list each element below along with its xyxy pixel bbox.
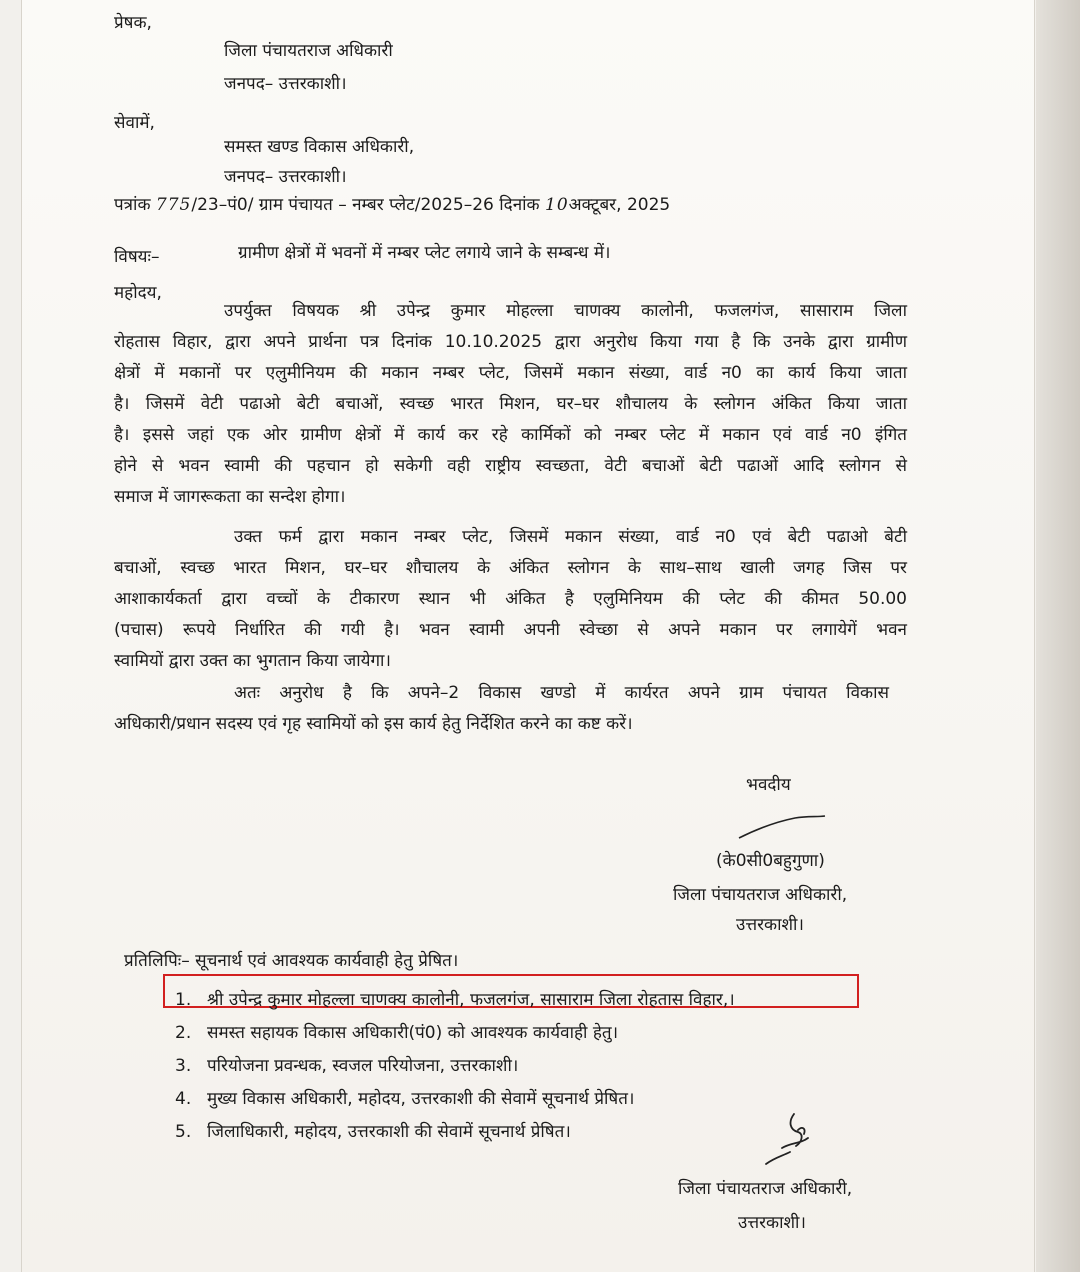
paragraph-line: उपर्युक्त विषयक श्री उपेन्द्र कुमार मोहल्ला चाणक्य कालोनी, फजलगंज, सासाराम जिला bbox=[224, 301, 907, 321]
list-item-text: मुख्य विकास अधिकारी, महोदय, उत्तरकाशी की सेवामें सूचनार्थ प्रेषित। bbox=[207, 1089, 635, 1109]
salutation: महोदय, bbox=[114, 283, 162, 303]
paragraph-line: होने से भवन स्वामी की पहचान हो सकेगी वही राष्ट्रीय स्वच्छता, वेटी बचाओं बेटी पढाओं आदि स्लोगन से bbox=[114, 456, 907, 476]
list-item bbox=[175, 1083, 735, 1116]
list-item bbox=[175, 984, 735, 1017]
page-edge-shadow bbox=[1036, 0, 1080, 1272]
list-item-text: परियोजना प्रवन्धक, स्वजल परियोजना, उत्तरकाशी। bbox=[207, 1056, 519, 1076]
closing-place: उत्तरकाशी। bbox=[736, 915, 804, 935]
list-item-text: श्री उपेन्द्र कुमार मोहल्ला चाणक्य कालोनी, फजलगंज, सासाराम जिला रोहतास विहार,। bbox=[207, 990, 735, 1010]
list-item-number: 1. bbox=[175, 990, 192, 1010]
copy-to-label: प्रतिलिपिः– सूचनार्थ एवं आवश्यक कार्यवाही हेतु प्रेषित। bbox=[124, 951, 459, 971]
closing-yours: भवदीय bbox=[746, 775, 791, 795]
paragraph-line: उक्त फर्म द्वारा मकान नम्बर प्लेट, जिसमें मकान संख्या, वार्ड न0 एवं बेटी पढाओ बेटी bbox=[234, 527, 907, 547]
sender-line2: जनपद– उत्तरकाशी। bbox=[224, 74, 347, 94]
paragraph-line: रोहतास विहार, द्वारा अपने प्रार्थना पत्र दिनांक 10.10.2025 द्वारा अनुरोध किया गया है कि उनके द्वारा ग्रामीण bbox=[114, 332, 907, 352]
footer-designation: जिला पंचायतराज अधिकारी, bbox=[678, 1179, 853, 1199]
paragraph-line: है। इससे जहां एक ओर ग्रामीण क्षेत्रों में कार्य कर रहे कार्मिकों को नम्बर प्लेट में मकान एवं वार्ड न0 इंगित bbox=[114, 425, 907, 445]
reference-date-day: 10 bbox=[545, 195, 569, 215]
body-paragraph-3 bbox=[114, 678, 889, 740]
sender-label: प्रेषक, bbox=[114, 13, 152, 33]
subject-label: विषयः– bbox=[114, 247, 160, 267]
reference-number: 775 bbox=[155, 195, 192, 215]
list-item-text: जिलाधिकारी, महोदय, उत्तरकाशी की सेवामें सूचनार्थ प्रेषित। bbox=[207, 1122, 571, 1142]
paragraph-line: (पचास) रूपये निर्धारित की गयी है। भवन स्वामी अपनी स्वेच्छा से अपने मकान पर लगायेगें भवन bbox=[114, 620, 907, 640]
reference-line bbox=[114, 194, 670, 216]
recipient-label: सेवामें, bbox=[114, 113, 155, 133]
reference-date-rest: अक्टूबर, 2025 bbox=[568, 195, 671, 215]
body-paragraph-1 bbox=[114, 296, 907, 513]
paragraph-line: समाज में जागरूकता का सन्देश होगा। bbox=[114, 487, 346, 507]
closing-designation: जिला पंचायतराज अधिकारी, bbox=[673, 885, 848, 905]
reference-prefix: पत्रांक bbox=[114, 195, 151, 215]
paragraph-line: स्वामियों द्वारा उक्त का भुगतान किया जायेगा। bbox=[114, 651, 391, 671]
footer-place: उत्तरकाशी। bbox=[738, 1213, 806, 1233]
paragraph-line: क्षेत्रों में मकानों पर एलुमीनियम की मकान नम्बर प्लेट, जिसमें मकान संख्या, वार्ड न0 का कार्य किया जाता bbox=[114, 363, 907, 383]
closing-name: (के0सी0बहुगुणा) bbox=[716, 851, 825, 871]
paragraph-line: बचाओं, स्वच्छ भारत मिशन, घर–घर शौचालय के अंकित स्लोगन के साथ–साथ खाली जगह जिस पर bbox=[114, 558, 907, 578]
paragraph-line: आशाकार्यकर्ता द्वारा वच्चों के टीकारण स्थान भी अंकित है एलुमिनियम की प्लेट की कीमत 50.00 bbox=[114, 589, 907, 609]
subject-text: ग्रामीण क्षेत्रों में भवनों में नम्बर प्लेट लगाये जाने के सम्बन्ध में। bbox=[238, 243, 611, 263]
list-item-number: 2. bbox=[175, 1023, 192, 1043]
list-item bbox=[175, 1050, 735, 1083]
list-item-number: 3. bbox=[175, 1056, 192, 1076]
paragraph-line: अधिकारी/प्रधान सदस्य एवं गृह स्वामियों को इस कार्य हेतु निर्देशित करने का कष्ट करें। bbox=[114, 714, 633, 734]
list-item bbox=[175, 1116, 735, 1149]
recipient-line1: समस्त खण्ड विकास अधिकारी, bbox=[224, 137, 415, 157]
body-paragraph-2 bbox=[114, 522, 907, 677]
sender-line1: जिला पंचायतराज अधिकारी bbox=[224, 41, 393, 61]
signature-icon bbox=[735, 808, 830, 844]
reference-text: /23–पं0/ ग्राम पंचायत – नम्बर प्लेट/2025–26 दिनांक bbox=[191, 195, 540, 215]
initials-signature-icon bbox=[752, 1108, 822, 1170]
paragraph-line: अतः अनुरोध है कि अपने–2 विकास खण्डो में कार्यरत अपने ग्राम पंचायत विकास bbox=[234, 683, 889, 703]
list-item-number: 4. bbox=[175, 1089, 192, 1109]
list-item bbox=[175, 1017, 735, 1050]
list-item-text: समस्त सहायक विकास अधिकारी(पं0) को आवश्यक कार्यवाही हेतु। bbox=[207, 1023, 619, 1043]
copy-to-list bbox=[175, 984, 735, 1149]
paragraph-line: है। जिसमें वेटी पढाओ बेटी बचाओं, स्वच्छ भारत मिशन, घर–घर शौचालय के स्लोगन अंकित किया जाता bbox=[114, 394, 907, 414]
list-item-number: 5. bbox=[175, 1122, 192, 1142]
recipient-line2: जनपद– उत्तरकाशी। bbox=[224, 167, 347, 187]
